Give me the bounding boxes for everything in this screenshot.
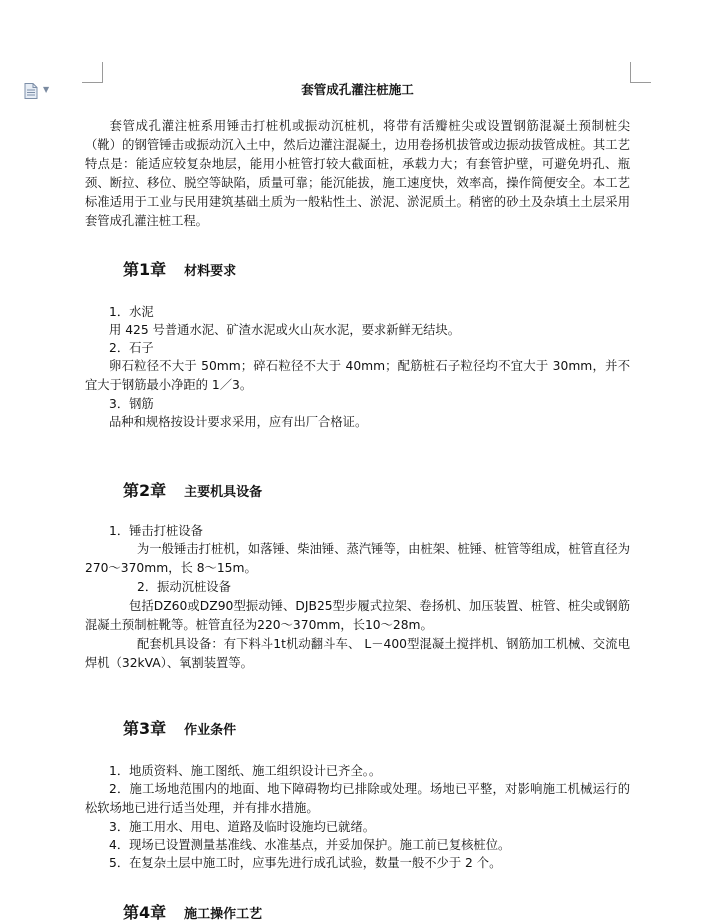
chapter-number: 第2章 xyxy=(123,481,167,500)
section-text: 为一般锤击打桩机，如落锤、柴油锤、蒸汽锤等，由桩架、桩锤、桩管等组成，桩管直径为270～370mm，长 8～15m。 xyxy=(85,542,630,575)
chapter-2-heading xyxy=(123,478,262,501)
chapter-title: 作业条件 xyxy=(184,723,237,738)
section-text: 卵石粒径不大于 50mm；碎石粒径不大于 40mm；配筋桩石子粒径均不宜大于 30mm，并不宜大于钢筋最小净距的 1／3。 xyxy=(85,359,630,392)
chapter-title: 材料要求 xyxy=(184,264,237,279)
chapter-4-heading xyxy=(123,900,262,923)
section-heading: 1．水泥 xyxy=(109,305,154,319)
intro-paragraph: 套管成孔灌注桩系用锤击打桩机或振动沉桩机，将带有活瓣桩尖或设置钢筋混凝土预制桩尖（靴）的钢管锤击或振动沉入土中，然后边灌注混凝土，边用卷扬机拔管或边振动拔管成桩。其工艺特点是：能适应较复杂地层，能用小桩管打较大截面桩，承载力大；有套管护壁，可避免坍孔、瓶颈、断拉、移位、脱空等缺陷，质量可靠；能沉能拔，施工速度快，效率高，操作简便安全。本工艺标准适用于工业与民用建筑基础土质为一般粘性土、淤泥、淤泥质土。稍密的砂土及杂填土土层采用套管成孔灌注桩工程。 xyxy=(85,119,630,228)
chapter-number: 第4章 xyxy=(123,903,167,922)
chapter-1-heading xyxy=(123,257,236,280)
section-text: 品种和规格按设计要求采用，应有出厂合格证。 xyxy=(109,415,368,429)
chapter-number: 第3章 xyxy=(123,719,167,738)
list-item: 1．地质资料、施工图纸、施工组织设计已齐全。。 xyxy=(109,764,382,778)
section-text: 配套机具设备：有下料斗1t机动翻斗车、 L－400型混凝土搅拌机、钢筋加工机械、交流电焊机（32kVA）、氧割装置等。 xyxy=(85,637,630,670)
section-heading: 2．振动沉桩设备 xyxy=(137,580,231,594)
list-item: 4．现场已设置测量基准线、水准基点，并妥加保护。施工前已复核桩位。 xyxy=(109,838,511,852)
chapter-number: 第1章 xyxy=(123,260,167,279)
section-text: 包括DZ60或DZ90型振动锤、DJB25型步履式拉架、卷扬机、加压装置、桩管、桩尖或钢筋混凝土预制桩靴等。桩管直径为220～370mm，长10～28m。 xyxy=(85,599,630,632)
list-item: 5．在复杂土层中施工时，应事先进行成孔试验，数量一般不少于 2 个。 xyxy=(109,856,502,870)
dropdown-caret-icon[interactable]: ▼ xyxy=(43,85,50,94)
document-title: 套管成孔灌注桩施工 xyxy=(301,82,414,97)
section-text: 用 425 号普通水泥、矿渣水泥或火山灰水泥，要求新鲜无结块。 xyxy=(109,323,461,337)
crop-mark-top-right xyxy=(630,62,651,83)
section-heading: 3．钢筋 xyxy=(109,397,154,411)
chapter-title: 施工操作工艺 xyxy=(184,907,263,922)
chapter-title: 主要机具设备 xyxy=(184,485,263,500)
section-heading: 1．锤击打桩设备 xyxy=(109,524,203,538)
section-heading: 2．石子 xyxy=(109,341,154,355)
document-icon[interactable] xyxy=(24,83,38,99)
list-item: 3．施工用水、用电、道路及临时设施均已就绪。 xyxy=(109,820,376,834)
chapter-3-heading xyxy=(123,716,236,739)
list-item: 2．施工场地范围内的地面、地下障碍物均已排除或处理。场地已平整，对影响施工机械运行的松软场地已进行适当处理，并有排水措施。 xyxy=(85,782,630,815)
